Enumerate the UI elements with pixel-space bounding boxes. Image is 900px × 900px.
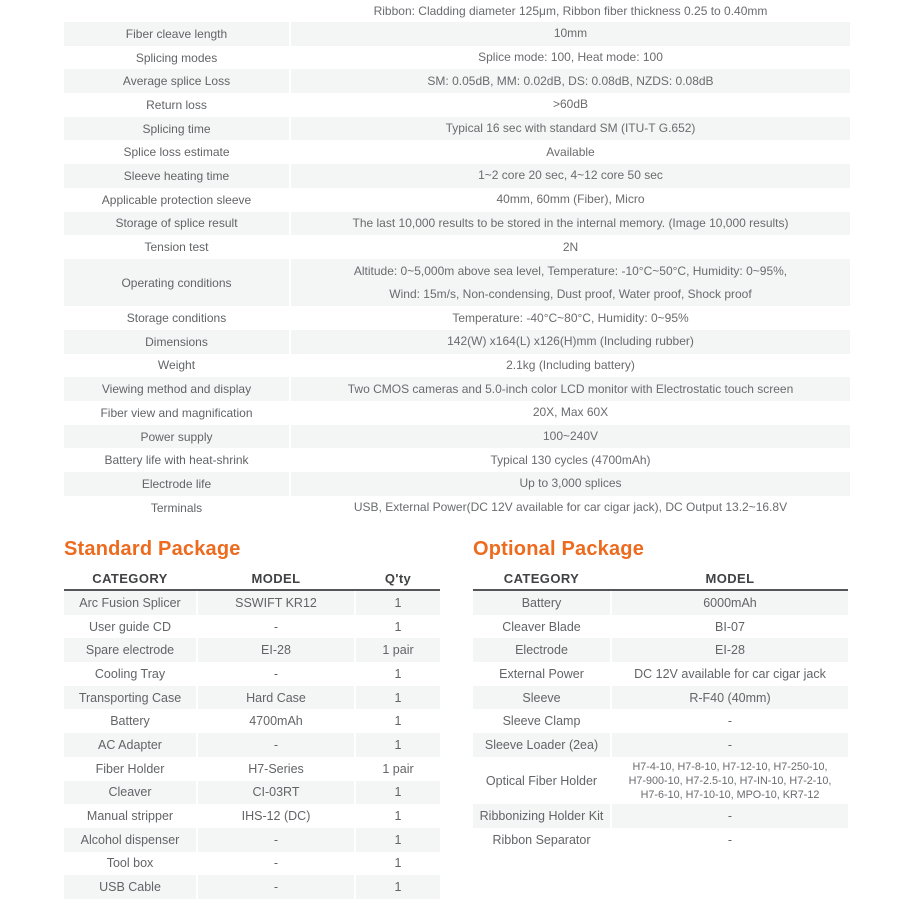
column-header: MODEL <box>198 567 356 589</box>
value-cell: - <box>727 809 733 824</box>
value-cell: EI-28 <box>198 638 356 662</box>
spec-row <box>64 401 850 425</box>
spec-label: Viewing method and display <box>64 377 291 401</box>
value-cell: H7-Series <box>198 757 356 781</box>
spec-label: Battery life with heat-shrink <box>64 448 291 472</box>
value-cell: 1 <box>394 595 402 610</box>
table-row <box>64 686 440 710</box>
spec-label: Splicing time <box>64 117 291 141</box>
column-header: MODEL <box>705 570 755 586</box>
table-row <box>64 615 440 639</box>
table-row <box>473 828 848 852</box>
value-cell: 1 <box>394 832 402 847</box>
table-row <box>473 662 848 686</box>
optional-package-section <box>473 537 848 852</box>
spec-label: Applicable protection sleeve <box>64 188 291 212</box>
spec-label: Sleeve heating time <box>64 164 291 188</box>
spec-row <box>64 140 850 164</box>
category-cell: Sleeve <box>473 686 612 710</box>
table-row <box>473 591 848 615</box>
value-cell: 1 <box>394 809 402 824</box>
value-cell: DC 12V available for car cigar jack <box>634 666 826 681</box>
value-cell: BI-07 <box>715 619 745 634</box>
standard-package-title: Standard Package <box>64 538 241 560</box>
table-row <box>64 709 440 733</box>
spec-label: Fiber cleave length <box>64 22 291 46</box>
category-cell: USB Cable <box>64 875 198 899</box>
value-cell <box>612 757 848 804</box>
value-cell: - <box>727 714 733 729</box>
value-cell: SSWIFT KR12 <box>198 591 356 615</box>
spec-value: USB, External Power(DC 12V available for car cigar jack), DC Output 13.2~16.8V <box>353 500 788 515</box>
column-header: CATEGORY <box>64 567 198 589</box>
spec-value: 1~2 core 20 sec, 4~12 core 50 sec <box>478 168 663 183</box>
value-cell: 1 <box>394 619 402 634</box>
value-cell: 6000mAh <box>703 595 757 610</box>
table-row <box>473 638 848 662</box>
column-header: CATEGORY <box>473 567 612 589</box>
category-cell: Manual stripper <box>64 804 198 828</box>
spec-value: >60dB <box>552 97 589 112</box>
value-cell: R-F40 (40mm) <box>689 690 771 705</box>
spec-row <box>64 425 850 449</box>
spec-value: Typical 16 sec with standard SM (ITU-T G.652) <box>445 121 696 136</box>
value-cell: 1 <box>394 856 402 871</box>
spec-value: 10mm <box>553 26 588 41</box>
spec-label: Weight <box>64 354 291 378</box>
value-cell: - <box>198 875 356 899</box>
table-row <box>64 733 440 757</box>
spec-value: SM: 0.05dB, MM: 0.02dB, DS: 0.08dB, NZDS: 0.08dB <box>427 73 714 88</box>
spec-row <box>64 259 850 306</box>
value-cell: - <box>727 832 733 847</box>
cell-line: Wind: 15m/s, Non-condensing, Dust proof, Water proof, Shock proof <box>389 286 752 301</box>
spec-value: 2N <box>562 239 579 254</box>
table-row <box>64 591 440 615</box>
category-cell: Electrode <box>473 638 612 662</box>
standard-package-table <box>64 567 440 899</box>
table-row <box>473 804 848 828</box>
spec-row <box>64 0 850 22</box>
spec-value: 142(W) x164(L) x126(H)mm (Including rubber) <box>447 334 694 349</box>
value-cell: 1 pair <box>382 643 414 658</box>
optional-package-table <box>473 567 848 852</box>
spec-label: Power supply <box>64 425 291 449</box>
value-cell: - <box>198 828 356 852</box>
spec-row <box>64 472 850 496</box>
spec-value: The last 10,000 results to be stored in the internal memory. (Image 10,000 results) <box>352 215 789 230</box>
spec-label: Operating conditions <box>64 259 291 306</box>
spec-value: Two CMOS cameras and 5.0-inch color LCD monitor with Electrostatic touch screen <box>347 381 794 396</box>
table-row <box>64 638 440 662</box>
table-row <box>64 757 440 781</box>
spec-row <box>64 69 850 93</box>
table-row <box>64 662 440 686</box>
category-cell: Sleeve Loader (2ea) <box>473 733 612 757</box>
value-cell: 1 <box>394 785 402 800</box>
table-row <box>473 615 848 639</box>
spec-row <box>64 306 850 330</box>
spec-value: Ribbon: Cladding diameter 125μm, Ribbon fiber thickness 0.25 to 0.40mm <box>373 3 768 18</box>
category-cell: Sleeve Clamp <box>473 709 612 733</box>
table-row <box>473 709 848 733</box>
value-cell: EI-28 <box>715 643 745 658</box>
spec-value: 20X, Max 60X <box>532 405 609 420</box>
value-cell: CI-03RT <box>198 781 356 805</box>
category-cell: Battery <box>64 709 198 733</box>
table-row <box>64 804 440 828</box>
spec-value: Available <box>546 144 595 159</box>
table-row <box>64 828 440 852</box>
spec-label: Dimensions <box>64 330 291 354</box>
value-cell: 1 <box>394 880 402 895</box>
spec-label: Fiber view and magnification <box>64 401 291 425</box>
table-row <box>473 733 848 757</box>
category-cell: Cooling Tray <box>64 662 198 686</box>
spec-row <box>64 354 850 378</box>
spec-value: 40mm, 60mm (Fiber), Micro <box>496 192 645 207</box>
spec-row <box>64 164 850 188</box>
package-table-header <box>64 567 440 591</box>
spec-row <box>64 188 850 212</box>
category-cell: Ribbonizing Holder Kit <box>473 804 612 828</box>
spec-row <box>64 377 850 401</box>
spec-row <box>64 117 850 141</box>
category-cell: Optical Fiber Holder <box>473 757 612 804</box>
category-cell: User guide CD <box>64 615 198 639</box>
category-cell: Spare electrode <box>64 638 198 662</box>
category-cell: AC Adapter <box>64 733 198 757</box>
table-row <box>473 686 848 710</box>
value-cell: IHS-12 (DC) <box>198 804 356 828</box>
category-cell: Arc Fusion Splicer <box>64 591 198 615</box>
value-cell: - <box>198 852 356 876</box>
column-header: Q'ty <box>384 570 412 586</box>
value-cell: 1 pair <box>382 761 414 776</box>
spec-value: Up to 3,000 splices <box>519 476 622 491</box>
spec-label: Splicing modes <box>64 46 291 70</box>
spec-label: Electrode life <box>64 472 291 496</box>
spec-value: Typical 130 cycles (4700mAh) <box>490 452 651 467</box>
optional-package-title: Optional Package <box>473 538 645 560</box>
category-cell: Battery <box>473 591 612 615</box>
spec-value: 100~240V <box>542 429 599 444</box>
spec-label: Terminals <box>64 496 291 520</box>
spec-label: Return loss <box>64 93 291 117</box>
spec-value <box>291 259 850 306</box>
spec-row <box>64 330 850 354</box>
value-cell: 1 <box>394 690 402 705</box>
category-cell: Tool box <box>64 852 198 876</box>
cell-line: H7-900-10, H7-2.5-10, H7-IN-10, H7-2-10, <box>628 774 832 787</box>
specification-table <box>64 0 850 519</box>
spec-label: Splice loss estimate <box>64 140 291 164</box>
category-cell: Alcohol dispenser <box>64 828 198 852</box>
spec-label: Tension test <box>64 235 291 259</box>
category-cell: Fiber Holder <box>64 757 198 781</box>
spec-row <box>64 46 850 70</box>
cell-line: Altitude: 0~5,000m above sea level, Temperature: -10°C~50°C, Humidity: 0~95%, <box>353 263 788 278</box>
table-row <box>473 757 848 804</box>
spec-value: Splice mode: 100, Heat mode: 100 <box>478 50 663 65</box>
spec-row <box>64 212 850 236</box>
spec-row <box>64 93 850 117</box>
value-cell: - <box>198 615 356 639</box>
cell-line: H7-6-10, H7-10-10, MPO-10, KR7-12 <box>640 788 820 801</box>
spec-value: 2.1kg (Including battery) <box>506 357 635 372</box>
spec-value: Temperature: -40°C~80°C, Humidity: 0~95% <box>452 310 689 325</box>
category-cell: Cleaver Blade <box>473 615 612 639</box>
spec-label: Storage conditions <box>64 306 291 330</box>
table-row <box>64 781 440 805</box>
value-cell: 1 <box>394 737 402 752</box>
value-cell: 1 <box>394 714 402 729</box>
cell-line: H7-4-10, H7-8-10, H7-12-10, H7-250-10, <box>632 760 828 773</box>
value-cell: 4700mAh <box>198 709 356 733</box>
spec-row <box>64 235 850 259</box>
spec-label <box>64 0 291 22</box>
value-cell: Hard Case <box>198 686 356 710</box>
category-cell: Cleaver <box>64 781 198 805</box>
category-cell: Transporting Case <box>64 686 198 710</box>
spec-label: Average splice Loss <box>64 69 291 93</box>
package-table-header <box>473 567 848 591</box>
table-row <box>64 852 440 876</box>
spec-row <box>64 22 850 46</box>
value-cell: - <box>198 733 356 757</box>
table-row <box>64 875 440 899</box>
spec-label: Storage of splice result <box>64 212 291 236</box>
spec-row <box>64 448 850 472</box>
standard-package-section <box>64 537 440 899</box>
value-cell: 1 <box>394 666 402 681</box>
category-cell: Ribbon Separator <box>473 828 612 852</box>
value-cell: - <box>727 737 733 752</box>
spec-row <box>64 496 850 520</box>
category-cell: External Power <box>473 662 612 686</box>
value-cell: - <box>198 662 356 686</box>
